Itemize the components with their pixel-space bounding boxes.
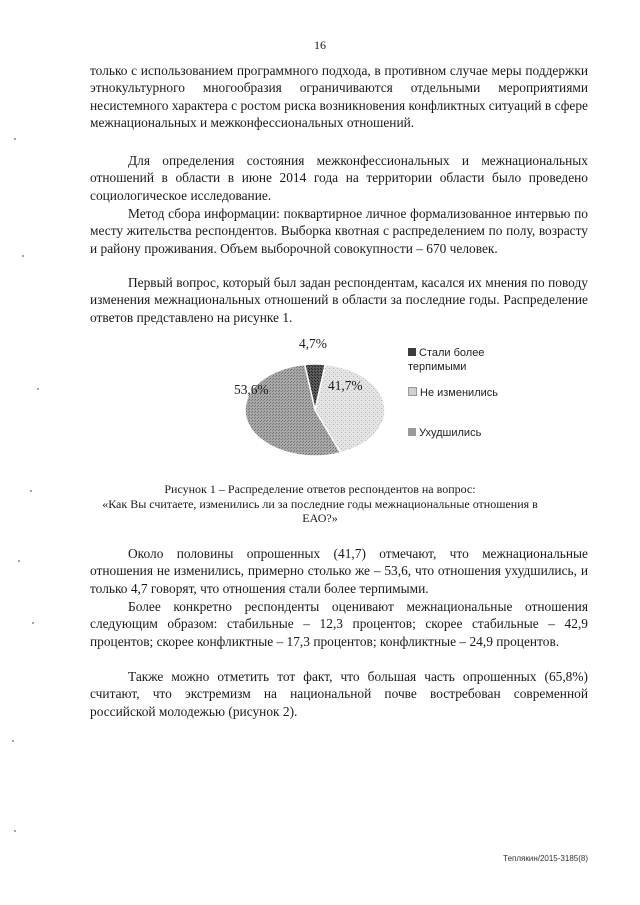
paragraph-study: Для определения состояния межконфессиональных и межнациональных отношений в области в июне 2014 года на территории области было проведено социологическое исследование. <box>90 153 588 203</box>
paragraph-first-question: Первый вопрос, который был задан респондентам, касался их мнения по поводу изменения межнациональных отношений в области за последние годы. Распределение ответов представлено на рисунке 1. <box>90 275 588 325</box>
figure-caption <box>95 482 545 526</box>
pie-chart-svg <box>225 336 405 471</box>
legend-label-tolerant: Стали более терпимыми <box>408 347 485 373</box>
slice-label-tolerant: 4,7% <box>299 336 327 351</box>
legend-swatch-tolerant <box>408 348 416 356</box>
scan-speck <box>32 622 34 624</box>
scan-speck <box>14 830 16 832</box>
legend-item-worsened <box>408 426 481 440</box>
paragraph-assessment: Более конкретно респонденты оценивают межнациональные отношения следующим образом: стабильные – 12,3 процентов; скорее стабильные – 42,9 процентов; скорее конфликтные – 17,3 процентов; конфликтные – 24,9 процентов. <box>90 599 588 649</box>
figure-caption-line1: Рисунок 1 – Распределение ответов респондентов на вопрос: <box>164 482 476 496</box>
page-number: 16 <box>314 38 326 52</box>
scan-speck <box>18 560 20 562</box>
scan-speck <box>14 138 16 140</box>
paragraph-intro: только с использованием программного подхода, в противном случае меры поддержки этнокультурного многообразия ограничиваются отдельными мероприятиями несистемного характера с ростом риска возникновения конфликтных ситуаций в сфере межнациональных и межконфессиональных отношений. <box>90 63 588 131</box>
scan-speck <box>30 490 32 492</box>
document-reference: Теплякин/2015-3185(8) <box>503 854 588 863</box>
pie-chart <box>225 336 405 471</box>
legend-item-tolerant <box>408 346 518 374</box>
scan-speck <box>22 255 24 257</box>
slice-label-worsened: 53,6% <box>234 382 269 397</box>
legend-swatch-unchanged <box>408 387 417 396</box>
paragraph-method: Метод сбора информации: поквартирное личное формализованное интервью по месту жительства респондентов. Выборка квотная с распределением по полу, возрасту и району проживания. Объем выборочной совокупности – 670 человек. <box>90 206 588 256</box>
legend-swatch-worsened <box>408 428 416 436</box>
legend-item-unchanged <box>408 386 498 400</box>
paragraph-extremism: Также можно отметить тот факт, что большая часть опрошенных (65,8%) считают, что экстремизм на национальной почве востребован современной российской молодежью (рисунок 2). <box>90 669 588 719</box>
paragraph-results: Около половины опрошенных (41,7) отмечают, что межнациональные отношения не изменились, примерно столько же – 53,6, что отношения ухудшились, и только 4,7 говорят, что отношения стали более терпимыми. <box>90 546 588 596</box>
scan-speck <box>37 388 39 390</box>
legend-label-unchanged: Не изменились <box>420 387 498 399</box>
scan-speck <box>12 740 14 742</box>
slice-label-unchanged: 41,7% <box>328 378 363 393</box>
figure-caption-line2: «Как Вы считаете, изменились ли за последние годы межнациональные отношения в ЕАО?» <box>102 496 538 525</box>
legend-label-worsened: Ухудшились <box>419 427 482 439</box>
